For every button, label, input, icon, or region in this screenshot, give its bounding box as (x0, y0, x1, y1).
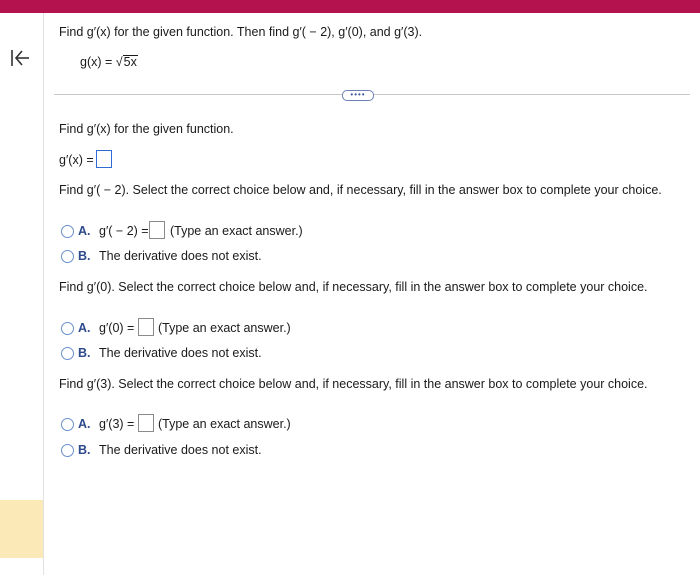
part2-option-a-hint: (Type an exact answer.) (170, 224, 303, 238)
function-definition (80, 54, 138, 70)
part4-option-b (78, 442, 91, 458)
part4-answer-box[interactable] (138, 414, 154, 432)
part2-option-b-text: The derivative does not exist. (99, 249, 262, 263)
header-bar (0, 0, 700, 13)
sidebar-highlight (0, 500, 43, 558)
part3-option-a-radio[interactable] (61, 322, 74, 335)
part2-option-a-letter: A. (78, 224, 91, 238)
part2-answer-box[interactable] (149, 221, 165, 239)
part3-option-b (78, 345, 91, 361)
part2-prompt: Find g′( − 2). Select the correct choice below and, if necessary, fill in the answer box to complete your choice. (59, 183, 662, 197)
part4-option-b-letter: B. (78, 443, 91, 457)
part4-option-a-expr: g′(3) = (99, 417, 135, 431)
part4-option-a-radio[interactable] (61, 418, 74, 431)
part2-option-b-letter: B. (78, 249, 91, 263)
part3-option-b-letter: B. (78, 346, 91, 360)
part4-option-b-text: The derivative does not exist. (99, 443, 262, 457)
part4-prompt: Find g′(3). Select the correct choice below and, if necessary, fill in the answer box to complete your choice. (59, 377, 648, 391)
part3-option-a (78, 320, 91, 336)
part3-option-a-expr: g′(0) = (99, 321, 135, 335)
part1-answer-label: g′(x) = (59, 153, 94, 167)
part3-prompt: Find g′(0). Select the correct choice below and, if necessary, fill in the answer box to complete your choice. (59, 280, 648, 294)
left-sidebar (0, 13, 44, 575)
part2-option-b (78, 248, 91, 264)
part3-option-b-radio[interactable] (61, 347, 74, 360)
part1-answer-box[interactable] (96, 150, 112, 168)
part2-option-a-expr: g′( − 2) = (99, 224, 149, 238)
collapse-left-icon[interactable] (8, 46, 32, 70)
part4-option-a (78, 416, 91, 432)
part1-prompt: Find g′(x) for the given function. (59, 122, 234, 136)
part3-option-a-hint: (Type an exact answer.) (158, 321, 291, 335)
part3-option-b-text: The derivative does not exist. (99, 346, 262, 360)
part2-option-b-radio[interactable] (61, 250, 74, 263)
part4-option-a-letter: A. (78, 417, 91, 431)
part4-option-a-hint: (Type an exact answer.) (158, 417, 291, 431)
function-lhs: g(x) = (80, 55, 116, 69)
expand-more-button[interactable]: •••• (342, 90, 374, 101)
question-prompt: Find g′(x) for the given function. Then find g′( − 2), g′(0), and g′(3). (59, 25, 423, 39)
part4-option-b-radio[interactable] (61, 444, 74, 457)
radical-symbol: √ (115, 55, 123, 69)
radicand: 5x (123, 55, 137, 69)
part3-option-a-letter: A. (78, 321, 91, 335)
part2-option-a (78, 223, 91, 239)
part2-option-a-radio[interactable] (61, 225, 74, 238)
part3-answer-box[interactable] (138, 318, 154, 336)
